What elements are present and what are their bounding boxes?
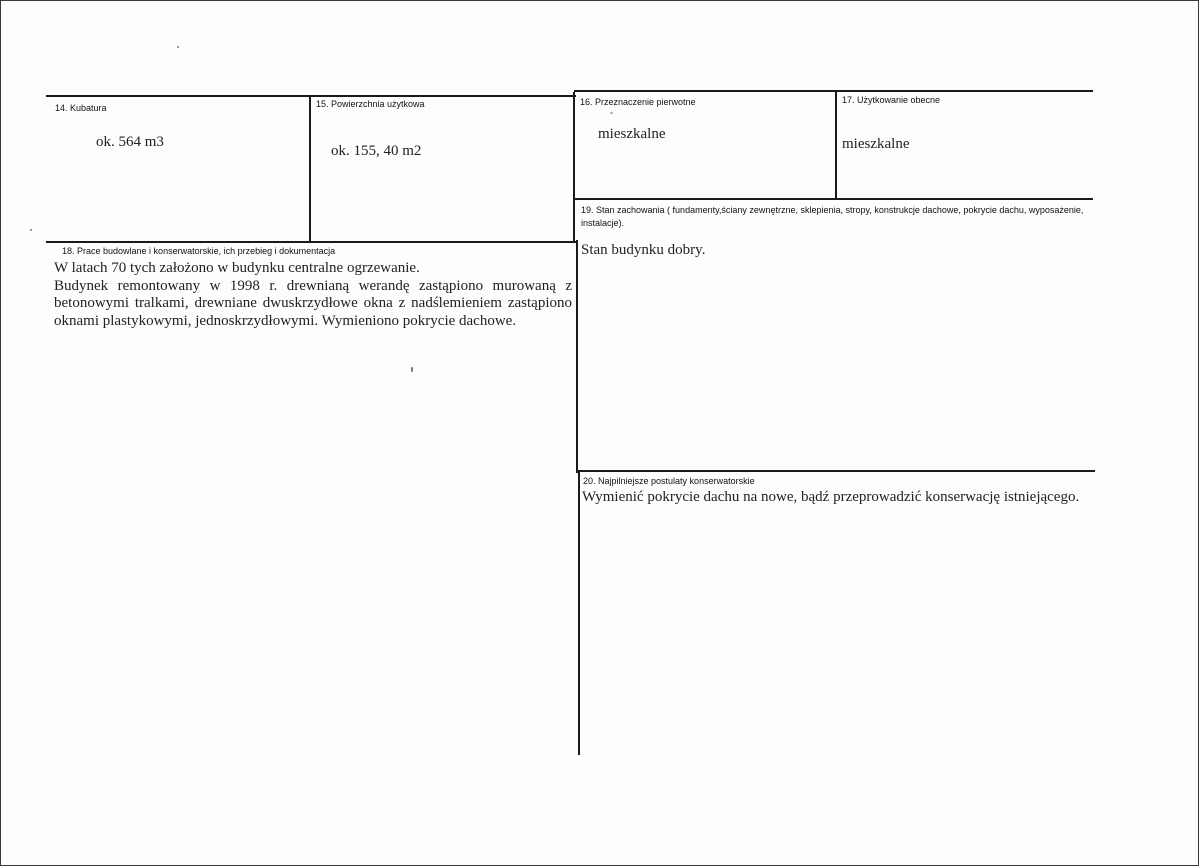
scan-speck — [30, 229, 32, 231]
scan-speck — [411, 367, 413, 372]
scan-speck — [177, 46, 179, 48]
divider-14-15 — [309, 95, 311, 242]
top-border-line — [46, 95, 576, 97]
field-19-value: Stan budynku dobry. — [581, 242, 706, 258]
divider-16-17 — [835, 91, 837, 200]
field-18-line-1: W latach 70 tych założono w budynku centralne ogrzewanie. — [54, 260, 420, 276]
field-18-label: 18. Prace budowlane i konserwatorskie, ich przebieg i dokumentacja — [62, 246, 336, 256]
field-20-label: 20. Najpilniejsze postulaty konserwatorskie — [583, 476, 755, 486]
field-17-value: mieszkalne — [842, 136, 910, 152]
divider-18-19 — [576, 240, 578, 473]
field-14-value: ok. 564 m3 — [96, 134, 164, 150]
divider-18-20 — [578, 471, 580, 755]
divider-16-19 — [574, 198, 1093, 200]
divider-row1-18 — [46, 241, 576, 243]
field-18-text — [54, 260, 572, 330]
field-16-label: 16. Przeznaczenie pierwotne — [580, 97, 696, 107]
field-20-value: Wymienić pokrycie dachu na nowe, bądź przeprowadzić konserwację istniejącego. — [582, 489, 1080, 505]
field-14-label: 14. Kubatura — [55, 103, 107, 113]
field-15-value: ok. 155, 40 m2 — [331, 143, 422, 159]
divider-19-20 — [577, 470, 1095, 472]
field-19-label: 19. Stan zachowania ( fundamenty,ściany zewnętrzne, sklepienia, stropy, konstrukcje dachowe, pokrycie dachu, wyposażenie, instalacje). — [581, 205, 1084, 228]
divider-15-16 — [573, 92, 575, 242]
field-15-label: 15. Powierzchnia użytkowa — [316, 99, 425, 109]
scan-speck — [610, 112, 613, 114]
field-16-value: mieszkalne — [598, 126, 666, 142]
field-17-label: 17. Użytkowanie obecne — [842, 95, 941, 105]
field-18-line-2: Budynek remontowany w 1998 r. drewnianą werandę zastąpiono murowaną z betonowymi tralkami, drewniane dwuskrzydłowe okna z nadślemieniem zastąpiono oknami plastykowymi, jednoskrzydłowymi. Wymieniono pokrycie dachowe. — [54, 277, 572, 329]
top-border-line-right — [574, 90, 1093, 92]
